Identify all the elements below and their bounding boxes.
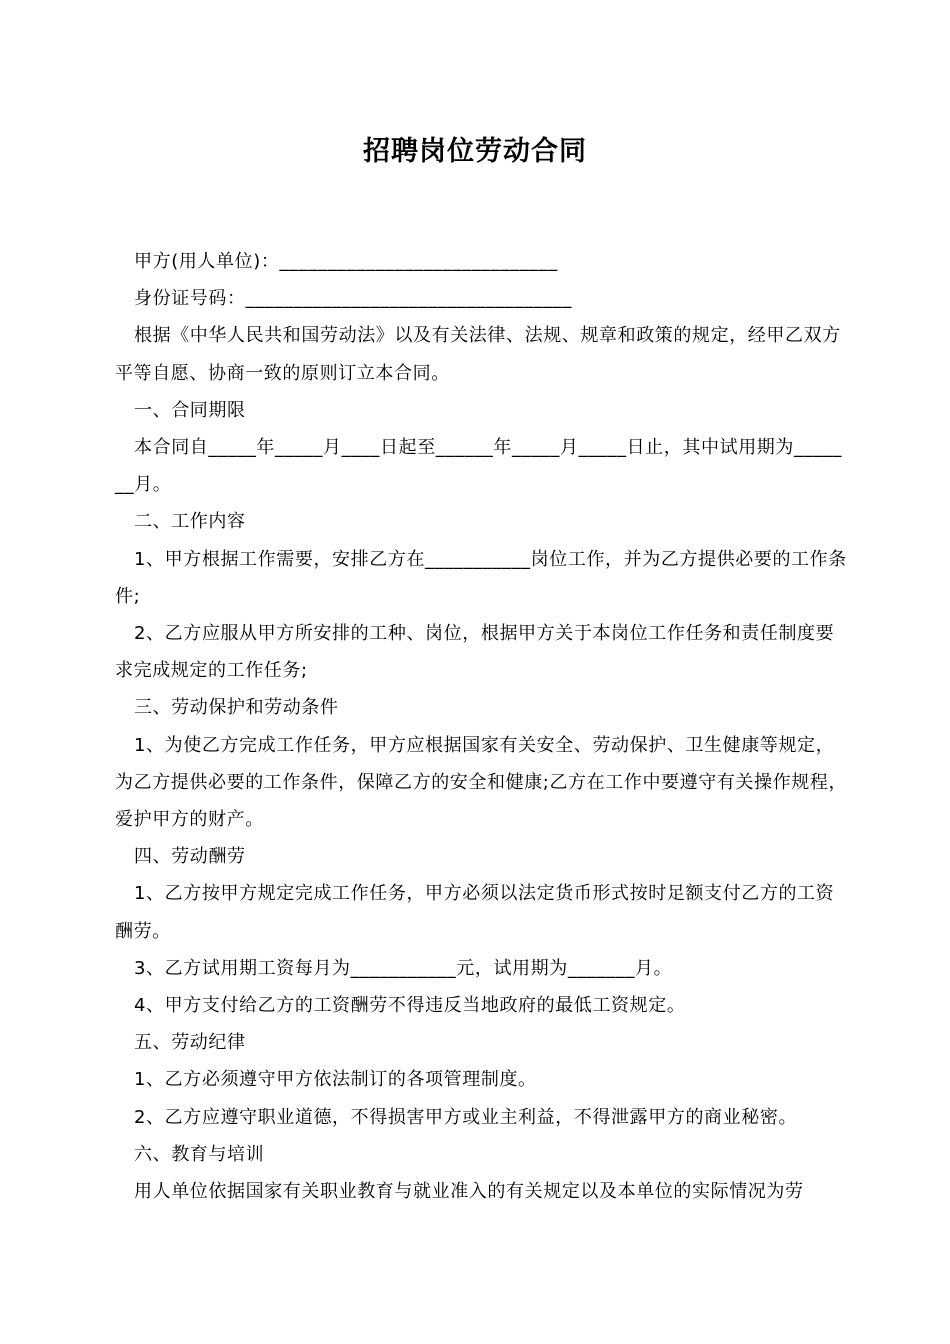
section-heading-labor-protection: 三、劳动保护和劳动条件 bbox=[134, 697, 339, 719]
remuneration-item-3: 3、乙方试用期工资每月为___________元，试用期为_______月。 bbox=[134, 957, 673, 979]
document-body bbox=[115, 243, 850, 1210]
remuneration-item-4: 4、甲方支付给乙方的工资酬劳不得违反当地政府的最低工资规定。 bbox=[134, 995, 686, 1017]
section-heading-work-content: 二、工作内容 bbox=[134, 511, 246, 533]
work-content-item-2: 2、乙方应服从甲方所安排的工种、岗位，根据甲方关于本岗位工作任务和责任制度要求完成规定的工作任务; bbox=[115, 623, 835, 682]
work-content-item-1: 1、甲方根据工作需要，安排乙方在___________岗位工作，并为乙方提供必要的工作条件; bbox=[115, 548, 847, 607]
id-number-line: 身份证号码：__________________________________ bbox=[134, 288, 572, 310]
section-heading-remuneration: 四、劳动酬劳 bbox=[134, 846, 246, 868]
discipline-item-1: 1、乙方必须遵守甲方依法制订的各项管理制度。 bbox=[134, 1069, 537, 1091]
discipline-item-2: 2、乙方应遵守职业道德，不得损害甲方或业主利益，不得泄露甲方的商业秘密。 bbox=[134, 1106, 798, 1128]
section-heading-education: 六、教育与培训 bbox=[134, 1143, 265, 1165]
education-paragraph: 用人单位依据国家有关职业教育与就业准入的有关规定以及本单位的实际情况为劳 bbox=[134, 1181, 804, 1203]
preamble-paragraph: 根据《中华人民共和国劳动法》以及有关法律、法规、规章和政策的规定，经甲乙双方平等自愿、协商一致的原则订立本合同。 bbox=[115, 325, 841, 384]
section-heading-discipline: 五、劳动纪律 bbox=[134, 1032, 246, 1054]
remuneration-item-1: 1、乙方按甲方规定完成工作任务，甲方必须以法定货币形式按时足额支付乙方的工资酬劳。 bbox=[115, 883, 835, 942]
document-title: 招聘岗位劳动合同 bbox=[363, 136, 587, 167]
party-a-line: 甲方(用人单位)：_____________________________ bbox=[134, 251, 558, 272]
section-heading-contract-term: 一、合同期限 bbox=[134, 399, 246, 421]
labor-protection-item-1: 1、为使乙方完成工作任务，甲方应根据国家有关安全、劳动保护、卫生健康等规定，为乙方提供必要的工作条件，保障乙方的安全和健康;乙方在工作中要遵守有关操作规程，爱护甲方的财产。 bbox=[115, 734, 848, 831]
contract-term-paragraph: 本合同自_____年_____月____日起至______年_____月_____日止，其中试用期为_______月。 bbox=[115, 437, 842, 496]
